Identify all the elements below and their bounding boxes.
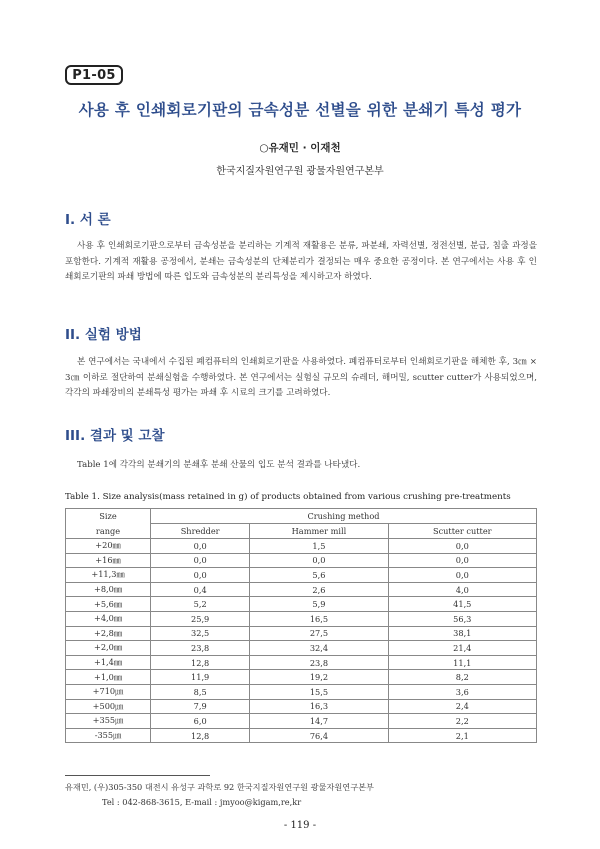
table-row	[66, 641, 537, 656]
mass-value-cell: 38,1	[388, 626, 536, 641]
size-range-cell: +1,0㎜	[66, 670, 151, 685]
column-header: Shredder	[151, 524, 250, 539]
mass-value-cell: 12,8	[151, 728, 250, 743]
mass-value-cell: 56,3	[388, 611, 536, 626]
results-paragraph: Table 1에 각각의 분쇄기의 분쇄후 분쇄 산물의 입도 분석 결과를 나타냈다.	[77, 460, 361, 470]
mass-value-cell: 23,8	[250, 655, 388, 670]
mass-value-cell: 0,0	[151, 568, 250, 583]
mass-value-cell: 4,0	[388, 582, 536, 597]
mass-value-cell: 27,5	[250, 626, 388, 641]
mass-value-cell: 8,2	[388, 670, 536, 685]
mass-value-cell: 5,6	[250, 568, 388, 583]
table-row	[66, 611, 537, 626]
table-caption: Table 1. Size analysis(mass retained in g) of products obtained from various crushing pre-treatments	[65, 492, 511, 502]
column-header: Scutter cutter	[388, 524, 536, 539]
table-row	[66, 597, 537, 612]
column-header: Hammer mill	[250, 524, 388, 539]
size-range-cell: -355㎛	[66, 728, 151, 743]
size-range-cell: +1,4㎜	[66, 655, 151, 670]
mass-value-cell: 25,9	[151, 611, 250, 626]
size-analysis-table	[65, 508, 537, 743]
mass-value-cell: 15,5	[250, 684, 388, 699]
size-range-cell: +5,6㎜	[66, 597, 151, 612]
table-row	[66, 568, 537, 583]
mass-value-cell: 41,5	[388, 597, 536, 612]
footnote-divider	[65, 775, 210, 776]
size-header-line2: range	[66, 524, 151, 539]
mass-value-cell: 0,0	[250, 553, 388, 568]
authors: ○유재민 · 이재천	[259, 142, 341, 154]
mass-value-cell: 14,7	[250, 714, 388, 729]
mass-value-cell: 16,3	[250, 699, 388, 714]
size-range-cell: +710㎛	[66, 684, 151, 699]
size-range-cell: +355㎛	[66, 714, 151, 729]
mass-value-cell: 32,4	[250, 641, 388, 656]
size-header-line1: Size	[66, 509, 151, 524]
mass-value-cell: 5,9	[250, 597, 388, 612]
mass-value-cell: 11,9	[151, 670, 250, 685]
mass-value-cell: 0,0	[388, 568, 536, 583]
methods-paragraph: 본 연구에서는 국내에서 수집된 폐컴퓨터의 인쇄회로기판을 사용하였다. 폐컴퓨터로부터 인쇄회로기판을 해체한 후, 3㎝ × 3㎝ 이하로 절단하여 분쇄실험을 수행하였다. 본 연구에서는 실험실 규모의 슈레더, 해머밀, scutter cutter가 사용되었으며, 각각의 파쇄장비의 분쇄특성 평가는 파쇄 후 시료의 크기를 고려하였다.	[65, 357, 537, 399]
mass-value-cell: 11,1	[388, 655, 536, 670]
mass-value-cell: 0,4	[151, 582, 250, 597]
table-row	[66, 553, 537, 568]
footnote-contact: Tel : 042-868-3615, E-mail : jmyoo@kigam,re,kr	[102, 797, 302, 807]
table-row	[66, 655, 537, 670]
introduction-paragraph: 사용 후 인쇄회로기판으로부터 금속성분을 분리하는 기계적 재활용은 분류, 파분쇄, 자력선별, 정전선별, 분급, 침출 과정을 포함한다. 기계적 재활용 공정에서, 분쇄는 금속성분의 단체분리가 결정되는 매우 중요한 공정이다. 본 연구에서는 사용 후 인쇄회로기판의 파쇄 방법에 따른 입도와 금속성분의 분리특성을 제시하고자 하였다.	[65, 241, 537, 283]
mass-value-cell: 8,5	[151, 684, 250, 699]
mass-value-cell: 19,2	[250, 670, 388, 685]
size-range-cell: +4,0㎜	[66, 611, 151, 626]
mass-value-cell: 23,8	[151, 641, 250, 656]
paper-title: 사용 후 인쇄회로기판의 금속성분 선별을 위한 분쇄기 특성 평가	[78, 101, 522, 119]
mass-value-cell: 2,1	[388, 728, 536, 743]
size-range-cell: +2,8㎜	[66, 626, 151, 641]
mass-value-cell: 76,4	[250, 728, 388, 743]
mass-value-cell: 2,4	[388, 699, 536, 714]
page-number: - 119 -	[283, 820, 317, 831]
size-range-cell: +20㎜	[66, 539, 151, 554]
mass-value-cell: 5,2	[151, 597, 250, 612]
size-range-cell: +500㎛	[66, 699, 151, 714]
mass-value-cell: 0,0	[151, 553, 250, 568]
section-heading-methods: II. 실험 방법	[65, 327, 142, 343]
mass-value-cell: 0,0	[151, 539, 250, 554]
table-row	[66, 626, 537, 641]
mass-value-cell: 21,4	[388, 641, 536, 656]
crushing-method-header: Crushing method	[151, 509, 537, 524]
section-heading-results: III. 결과 및 고찰	[65, 428, 165, 444]
affiliation: 한국지질자원연구원 광물자원연구본부	[216, 166, 384, 177]
mass-value-cell: 12,8	[151, 655, 250, 670]
mass-value-cell: 32,5	[151, 626, 250, 641]
mass-value-cell: 7,9	[151, 699, 250, 714]
mass-value-cell: 16,5	[250, 611, 388, 626]
mass-value-cell: 1,5	[250, 539, 388, 554]
table-row	[66, 582, 537, 597]
table-row	[66, 714, 537, 729]
mass-value-cell: 2,6	[250, 582, 388, 597]
section-heading-introduction: I. 서 론	[65, 212, 111, 228]
mass-value-cell: 6,0	[151, 714, 250, 729]
size-range-cell: +8,0㎜	[66, 582, 151, 597]
table-row	[66, 539, 537, 554]
table-row	[66, 699, 537, 714]
mass-value-cell: 2,2	[388, 714, 536, 729]
size-range-cell: +16㎜	[66, 553, 151, 568]
table-row	[66, 670, 537, 685]
table-row	[66, 684, 537, 699]
mass-value-cell: 0,0	[388, 553, 536, 568]
size-range-cell: +2,0㎜	[66, 641, 151, 656]
mass-value-cell: 0,0	[388, 539, 536, 554]
size-range-cell: +11,3㎜	[66, 568, 151, 583]
footnote-address: 유재민, (우)305-350 대전시 유성구 과학로 92 한국지질자원연구원 광물자원연구본부	[65, 782, 374, 792]
session-code-badge: P1-05	[65, 65, 123, 85]
mass-value-cell: 3,6	[388, 684, 536, 699]
table-row	[66, 728, 537, 743]
